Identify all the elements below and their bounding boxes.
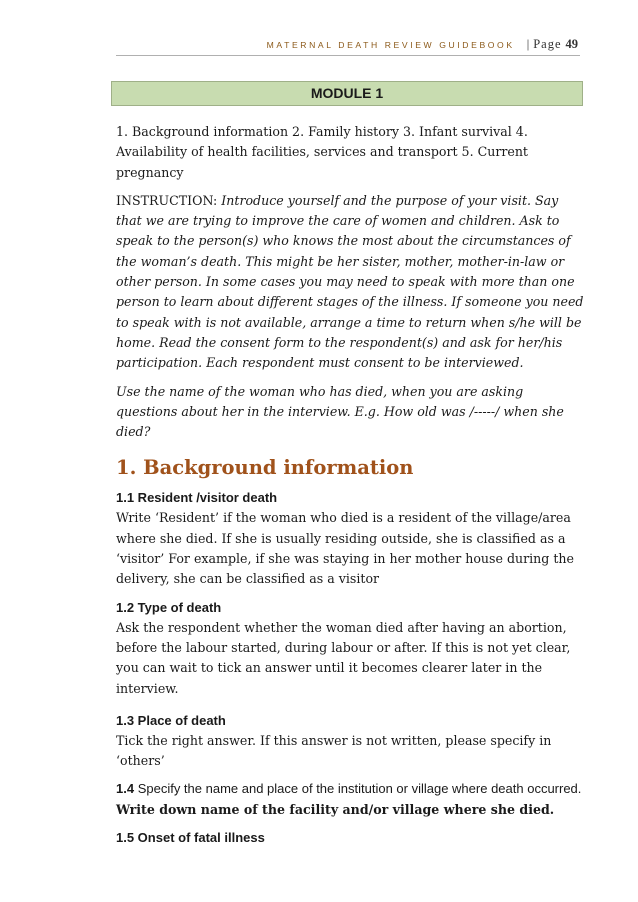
subsection-1-3-title: 1.3 Place of death xyxy=(116,712,226,728)
subsection-1-4-bold-text: Write down name of the facility and/or village where she died. xyxy=(116,801,555,817)
header-rule xyxy=(116,55,580,56)
page-number: 49 xyxy=(565,37,578,51)
instruction-label: INSTRUCTION: xyxy=(116,192,218,208)
instruction-text: Introduce yourself and the purpose of your visit. Say that we are trying to improve the care of women and children. Ask to speak to the person(s) who knows the most about the circumstances of the woman’s death. This might be her sister, mother, mother-in-law or other person. In some cases you may need to speak with more than one person to learn about different stages of the illness. If someone you need to speak with is not available, arrange a time to return when s/he will be home. Read the consent form to the respondent(s) and ask for her/his participation. Each respondent must consent to be interviewed. xyxy=(116,192,584,371)
guidebook-title: MATERNAL DEATH REVIEW GUIDEBOOK xyxy=(266,40,515,50)
page-label: Page xyxy=(533,37,562,51)
subsection-1-3-text: Tick the right answer. If this answer is not written, please specify in ‘others’ xyxy=(116,732,552,769)
subsection-1-1-text: Write ‘Resident’ if the woman who died is a resident of the village/area where she died. If she is usually residing outside, she is classified as a ‘visitor’ For example, if she was staying in her mother house during the delivery, she can be classified as a visitor xyxy=(116,510,574,587)
instruction-paragraph xyxy=(116,191,586,374)
module-banner: MODULE 1 xyxy=(111,81,583,106)
subsection-1-1-title: 1.1 Resident /visitor death xyxy=(116,490,278,506)
section-heading: 1. Background information xyxy=(116,456,414,480)
subsection-1-2-text: Ask the respondent whether the woman died after having an abortion, before the labour started, during labour or after. If this is not yet clear, you can wait to tick an answer until it becomes clearer later in the interview. xyxy=(116,619,571,696)
subsection-1-4-paragraph xyxy=(116,779,586,820)
topics-list: 1. Background information 2. Family history 3. Infant survival 4. Availability of health facilities, services and transport 5. Current pregnancy xyxy=(116,124,528,180)
header-separator: | xyxy=(526,37,530,51)
subsection-1-4-number: 1.4 xyxy=(116,781,135,797)
page-content xyxy=(116,122,586,848)
subsection-1-5-title: 1.5 Onset of fatal illness xyxy=(116,830,265,846)
use-name-note: Use the name of the woman who has died, when you are asking questions about her in the interview. E.g. How old was /-----/ when she died? xyxy=(116,383,564,440)
subsection-1-2-title: 1.2 Type of death xyxy=(116,599,222,615)
subsection-1-4-text: Specify the name and place of the institution or village where death occurred. xyxy=(134,781,582,797)
page-header xyxy=(116,36,578,52)
